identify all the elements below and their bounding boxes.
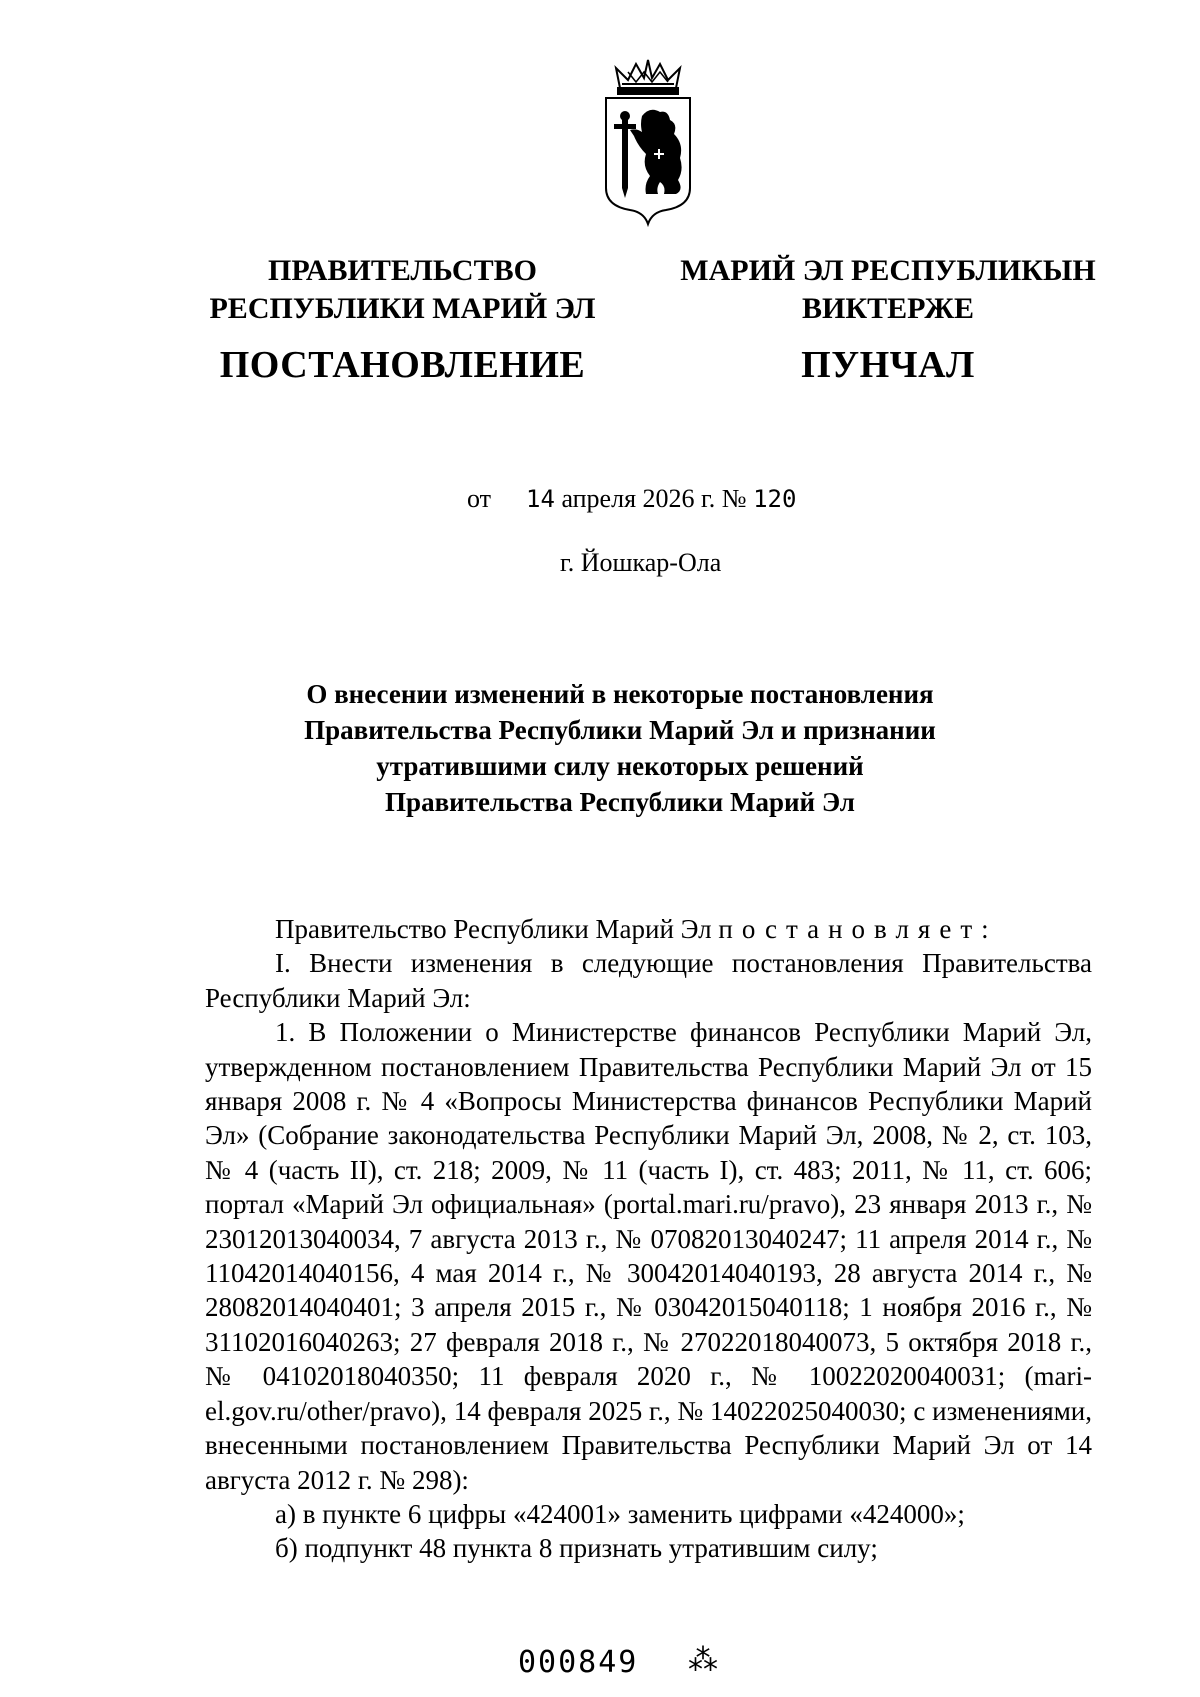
header-right-line1: МАРИЙ ЭЛ РЕСПУБЛИКЫН: [680, 254, 1096, 287]
subject-line4: Правительства Республики Марий Эл: [385, 787, 855, 817]
stamp-mark-icon: ⁂: [688, 1643, 718, 1678]
item-a: а) в пункте 6 цифры «424001» заменить цифрами «424000»;: [275, 1498, 965, 1529]
intro-paragraph: [205, 912, 1092, 946]
date-day: 14: [526, 485, 555, 513]
header-left-line1: ПРАВИТЕЛЬСТВО: [268, 254, 537, 287]
date-month-year: апреля 2026 г. №: [561, 484, 747, 513]
serial-number-stamp: 000849: [518, 1645, 639, 1680]
date-from: от: [467, 484, 492, 513]
document-body: [205, 912, 1092, 1566]
date-line: [467, 484, 796, 514]
subject-line2: Правительства Республики Марий Эл и признании: [304, 715, 936, 745]
intro-prefix: Правительство Республики Марий Эл: [275, 914, 712, 944]
header-right-doc-type: ПУНЧАЛ: [801, 344, 975, 386]
coat-of-arms-icon: [598, 58, 698, 230]
header-left-line2: РЕСПУБЛИКИ МАРИЙ ЭЛ: [209, 292, 596, 325]
subject-line3: утратившими силу некоторых решений: [376, 751, 864, 781]
item-b: б) подпункт 48 пункта 8 признать утратившим силу;: [275, 1533, 878, 1564]
document-number: 120: [753, 485, 797, 513]
header-left-doc-type: ПОСТАНОВЛЕНИЕ: [219, 344, 586, 386]
paragraph-2: 1. В Положении о Министерстве финансов Республики Марий Эл, утвержденном постановлением Правительства Республики Марий Эл от 15 января 2008 г. № 4 «Вопросы Министерства финансов Республики Марий Эл» (Собрание законодательства Республики Марий Эл, 2008, № 2, ст. 103, № 4 (часть II), ст. 218; 2009, № 11 (часть I), ст. 483; 2011, № 11, ст. 606; портал «Марий Эл официальная» (portal.mari.ru/pravo), 23 января 2013 г., № 23012013040034, 7 августа 2013 г., № 07082013040247; 11 апреля 2014 г., № 11042014040156, 4 мая 2014 г., № 30042014040193, 28 августа 2014 г., № 28082014040401; 3 апреля 2015 г., № 03042015040118; 1 ноября 2016 г., № 31102016040263; 27 февраля 2018 г., № 27022018040073, 5 октября 2018 г., № 04102018040350; 11 февраля 2020 г., № 10022020040031; (mari-el.gov.ru/other/pravo), 14 февраля 2025 г., № 14022025040030; с изменениями, внесенными постановлением Правительства Республики Марий Эл от 14 августа 2012 г. № 298):: [205, 1017, 1092, 1495]
header-right-line2: ВИКТЕРЖЕ: [801, 292, 975, 325]
header-right: [668, 252, 1108, 384]
paragraph-1: I. Внести изменения в следующие постановления Правительства Республики Марий Эл:: [205, 948, 1092, 1013]
city: г. Йошкар-Ола: [560, 548, 722, 577]
header-left: [205, 252, 600, 384]
intro-spaced: постановляет:: [718, 914, 998, 944]
document-subject: [240, 676, 1000, 820]
subject-line1: О внесении изменений в некоторые постановления: [306, 679, 934, 709]
